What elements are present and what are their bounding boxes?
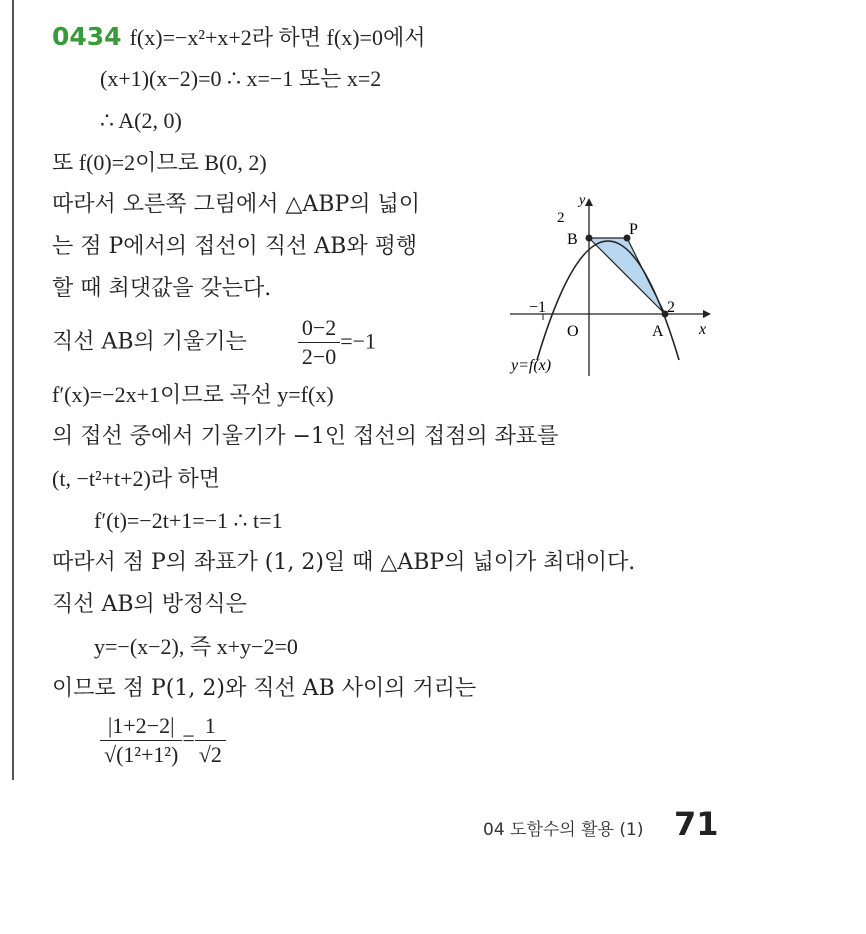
parabola-curve: [537, 241, 679, 360]
solution-line-12: f′(t)=−2t+1=−1 ∴ t=1: [94, 508, 283, 533]
slope-fraction: [298, 314, 340, 371]
left-margin-rule: [12, 0, 14, 780]
distance-fraction: [100, 712, 182, 769]
result-denominator: √2: [198, 742, 222, 767]
result-numerator: 1: [195, 712, 226, 741]
slope-numerator: 0−2: [298, 314, 340, 343]
solution-line-16: 이므로 점 P(1, 2)와 직선 AB 사이의 거리는: [52, 676, 477, 701]
solution-line-11: (t, −t²+t+2)라 하면: [52, 466, 221, 491]
distance-denominator: √(1²+1²): [104, 742, 179, 767]
two-x-label: 2: [667, 299, 675, 316]
slope-denominator: 2−0: [301, 344, 337, 369]
b-label: B: [567, 231, 578, 248]
solution-line-15: y=−(x−2), 즉 x+y−2=0: [94, 634, 298, 659]
slope-text: 직선 AB의 기울기는: [52, 329, 247, 355]
line-1-text: f(x)=−x²+x+2라 하면 f(x)=0에서: [129, 25, 426, 50]
solution-line-3: ∴ A(2, 0): [100, 108, 182, 133]
a-label: A: [652, 323, 664, 340]
point-b: [586, 235, 593, 242]
result-fraction: [195, 712, 226, 769]
problem-number: 0434: [52, 22, 122, 51]
solution-line-1: [52, 22, 425, 54]
origin-label: O: [567, 323, 579, 340]
solution-line-7: 할 때 최댓값을 갖는다.: [52, 276, 272, 301]
solution-line-4: 또 f(0)=2이므로 B(0, 2): [52, 150, 267, 175]
parabola-graph: [505, 188, 725, 378]
solution-line-8: [52, 314, 376, 371]
section-label: 04 도함수의 활용 (1): [483, 820, 644, 840]
equals-sign: =: [182, 725, 195, 751]
neg-one-label: −1: [529, 299, 547, 316]
solution-line-2: (x+1)(x−2)=0 ∴ x=−1 또는 x=2: [100, 66, 382, 91]
solution-line-6: 는 점 P에서의 접선이 직선 AB와 평행: [52, 234, 418, 259]
x-axis-arrow: [703, 310, 711, 318]
distance-numerator: |1+2−2|: [100, 712, 182, 741]
slope-result: =−1: [340, 328, 377, 354]
solution-line-10: 의 접선 중에서 기울기가 −1인 접선의 접점의 좌표를: [52, 424, 559, 449]
p-label: P: [629, 221, 638, 238]
page-number: 71: [674, 805, 719, 843]
two-y-label: 2: [557, 210, 565, 226]
distance-expression: [100, 712, 226, 769]
x-axis-label: x: [699, 321, 707, 338]
solution-line-13: 따라서 점 P의 좌표가 (1, 2)일 때 △ABP의 넓이가 최대이다.: [52, 550, 636, 575]
solution-line-5: 따라서 오른쪽 그림에서 △ABP의 넓이: [52, 192, 421, 217]
solution-line-14: 직선 AB의 방정식은: [52, 592, 247, 617]
curve-label: y=f(x): [511, 357, 552, 374]
solution-line-9: f′(x)=−2x+1이므로 곡선 y=f(x): [52, 382, 334, 407]
y-axis-arrow: [585, 198, 593, 206]
y-axis-label: y: [579, 193, 586, 208]
